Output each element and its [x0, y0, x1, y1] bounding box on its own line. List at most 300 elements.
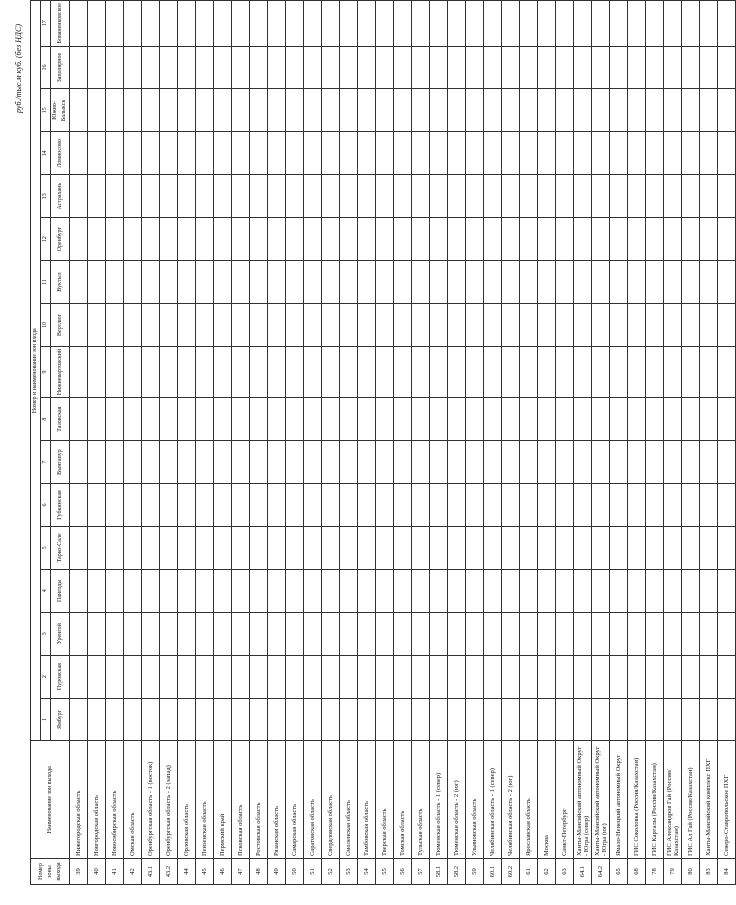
tariff-cell	[286, 484, 304, 527]
tariff-cell	[232, 698, 250, 741]
exit-zone-name: Оренбургская область - 1 (восток)	[142, 741, 160, 859]
entry-zone-name: Тазовская	[51, 398, 70, 441]
exit-zone-name: Свердловская область	[322, 741, 340, 859]
unit-caption: руб./тыс.м куб. (без НДС)	[14, 24, 23, 113]
tariff-cell	[520, 526, 538, 569]
tariff-cell	[106, 441, 124, 484]
tariff-cell	[142, 261, 160, 304]
tariff-cell	[520, 89, 538, 132]
tariff-cell	[250, 484, 268, 527]
tariff-cell	[286, 346, 304, 397]
tariff-cell	[88, 346, 106, 397]
tariff-cell	[502, 526, 520, 569]
tariff-cell	[502, 346, 520, 397]
tariff-cell	[268, 484, 286, 527]
tariff-cell	[358, 1, 376, 47]
tariff-cell	[682, 46, 700, 89]
tariff-cell	[466, 1, 484, 47]
tariff-cell	[358, 441, 376, 484]
tariff-cell	[592, 89, 610, 132]
tariff-cell	[664, 569, 682, 612]
tariff-cell	[178, 132, 196, 175]
entry-zone-number: 11	[41, 261, 51, 304]
tariff-cell	[646, 261, 664, 304]
exit-zone-number: 61	[520, 859, 538, 885]
tariff-cell	[646, 655, 664, 698]
tariff-cell	[214, 261, 232, 304]
tariff-cell	[88, 304, 106, 347]
entry-zone-number: 5	[41, 526, 51, 569]
tariff-cell	[376, 346, 394, 397]
tariff-cell	[484, 655, 502, 698]
tariff-cell	[340, 698, 358, 741]
exit-zone-name: Тульская область	[412, 741, 430, 859]
tariff-cell	[646, 132, 664, 175]
tariff-cell	[592, 1, 610, 47]
tariff-cell	[70, 569, 88, 612]
tariff-cell	[718, 132, 736, 175]
tariff-cell	[322, 261, 340, 304]
tariff-cell	[484, 346, 502, 397]
tariff-cell	[358, 132, 376, 175]
tariff-cell	[142, 484, 160, 527]
exit-zone-number: 80	[682, 859, 700, 885]
tariff-cell	[520, 398, 538, 441]
tariff-cell	[250, 346, 268, 397]
tariff-cell	[88, 569, 106, 612]
table-row	[718, 1, 736, 885]
tariff-cell	[70, 398, 88, 441]
tariff-cell	[646, 175, 664, 218]
entry-zone-number: 10	[41, 304, 51, 347]
entry-zone-name: Южно-Балыкск	[51, 89, 70, 132]
tariff-cell	[250, 132, 268, 175]
tariff-cell	[520, 569, 538, 612]
tariff-cell	[664, 698, 682, 741]
tariff-cell	[466, 261, 484, 304]
exit-zone-number: 60.2	[502, 859, 520, 885]
table-row	[430, 1, 448, 885]
exit-zone-name: ГИС Соколовка (Россия/Казахстан)	[628, 741, 646, 859]
exit-zone-number: 44	[178, 859, 196, 885]
tariff-cell	[214, 175, 232, 218]
tariff-cell	[88, 441, 106, 484]
tariff-cell	[268, 46, 286, 89]
tariff-cell	[286, 261, 304, 304]
table-row	[610, 1, 628, 885]
tariff-cell	[610, 46, 628, 89]
tariff-cell	[574, 698, 592, 741]
tariff-cell	[160, 484, 178, 527]
tariff-cell	[718, 46, 736, 89]
tariff-cell	[160, 304, 178, 347]
tariff-cell	[214, 218, 232, 261]
tariff-cell	[466, 89, 484, 132]
exit-name-header: Наименование зон выхода	[31, 741, 70, 859]
tariff-cell	[358, 655, 376, 698]
exit-zone-name: ГИС Карталы (Россия/Казахстан)	[646, 741, 664, 859]
tariff-cell	[376, 569, 394, 612]
tariff-cell	[628, 46, 646, 89]
tariff-cell	[232, 441, 250, 484]
tariff-cell	[646, 698, 664, 741]
tariff-cell	[502, 1, 520, 47]
entry-zone-number: 7	[41, 441, 51, 484]
tariff-cell	[322, 346, 340, 397]
tariff-cell	[214, 698, 232, 741]
tariff-cell	[106, 398, 124, 441]
tariff-cell	[628, 398, 646, 441]
tariff-cell	[286, 441, 304, 484]
tariff-cell	[88, 89, 106, 132]
tariff-cell	[268, 132, 286, 175]
tariff-cell	[70, 346, 88, 397]
tariff-cell	[142, 698, 160, 741]
entry-zone-name: Пангоды	[51, 569, 70, 612]
tariff-cell	[538, 1, 556, 47]
tariff-cell	[682, 441, 700, 484]
tariff-cell	[574, 346, 592, 397]
tariff-cell	[160, 441, 178, 484]
tariff-cell	[232, 398, 250, 441]
tariff-cell	[178, 1, 196, 47]
tariff-cell	[196, 569, 214, 612]
tariff-cell	[484, 261, 502, 304]
table-row	[124, 1, 142, 885]
exit-zone-number: 62	[538, 859, 556, 885]
tariff-cell	[268, 655, 286, 698]
exit-zone-number: 58.2	[448, 859, 466, 885]
tariff-cell	[484, 398, 502, 441]
tariff-cell	[610, 132, 628, 175]
tariff-cell	[628, 261, 646, 304]
tariff-cell	[322, 526, 340, 569]
tariff-cell	[484, 218, 502, 261]
tariff-cell	[160, 569, 178, 612]
tariff-cell	[484, 175, 502, 218]
tariff-cell	[376, 698, 394, 741]
tariff-cell	[160, 655, 178, 698]
tariff-cell	[412, 484, 430, 527]
tariff-cell	[448, 175, 466, 218]
entry-zone-name: Ломносово	[51, 132, 70, 175]
tariff-cell	[142, 1, 160, 47]
tariff-cell	[412, 175, 430, 218]
table-row	[214, 1, 232, 885]
tariff-cell	[700, 698, 718, 741]
exit-zone-name: Саратовская область	[304, 741, 322, 859]
exit-zone-number: 60.1	[484, 859, 502, 885]
tariff-cell	[214, 612, 232, 655]
exit-zone-name: Челябинская область - 2 (юг)	[502, 741, 520, 859]
table-row	[520, 1, 538, 885]
tariff-cell	[196, 218, 214, 261]
entry-zone-name: Вуктыл	[51, 261, 70, 304]
tariff-cell	[664, 346, 682, 397]
tariff-cell	[538, 698, 556, 741]
tariff-cell	[160, 89, 178, 132]
exit-zone-number: 39	[70, 859, 88, 885]
tariff-cell	[610, 175, 628, 218]
tariff-cell	[268, 441, 286, 484]
tariff-cell	[502, 261, 520, 304]
exit-zone-number: 64.2	[592, 859, 610, 885]
exit-zone-number: 84	[718, 859, 736, 885]
tariff-cell	[70, 655, 88, 698]
tariff-cell	[106, 698, 124, 741]
table-row	[142, 1, 160, 885]
tariff-cell	[142, 441, 160, 484]
tariff-cell	[430, 89, 448, 132]
tariff-cell	[448, 1, 466, 47]
tariff-cell	[718, 441, 736, 484]
tariff-cell	[322, 175, 340, 218]
tariff-cell	[448, 46, 466, 89]
tariff-cell	[304, 441, 322, 484]
tariff-cell	[592, 484, 610, 527]
exit-zone-number: 64.1	[574, 859, 592, 885]
entry-zone-number: 15	[41, 89, 51, 132]
tariff-cell	[358, 304, 376, 347]
tariff-cell	[484, 441, 502, 484]
tariff-cell	[178, 346, 196, 397]
tariff-cell	[646, 218, 664, 261]
tariff-cell	[340, 175, 358, 218]
tariff-cell	[232, 218, 250, 261]
tariff-cell	[628, 441, 646, 484]
tariff-cell	[340, 655, 358, 698]
tariff-cell	[484, 46, 502, 89]
tariff-cell	[304, 1, 322, 47]
tariff-cell	[178, 526, 196, 569]
tariff-cell	[448, 526, 466, 569]
tariff-cell	[718, 175, 736, 218]
tariff-cell	[286, 218, 304, 261]
tariff-cell	[178, 612, 196, 655]
tariff-cell	[358, 526, 376, 569]
tariff-cell	[178, 304, 196, 347]
tariff-cell	[610, 655, 628, 698]
tariff-cell	[358, 175, 376, 218]
tariff-cell	[322, 484, 340, 527]
tariff-cell	[394, 346, 412, 397]
tariff-cell	[124, 1, 142, 47]
tariff-cell	[466, 218, 484, 261]
tariff-cell	[448, 132, 466, 175]
tariff-cell	[394, 132, 412, 175]
tariff-cell	[70, 261, 88, 304]
exit-zone-name: Ханты-Мансийский автономный Округ - Югра (север)	[574, 741, 592, 859]
tariff-cell	[88, 698, 106, 741]
tariff-cell	[286, 612, 304, 655]
tariff-cell	[196, 484, 214, 527]
tariff-cell	[430, 398, 448, 441]
tariff-cell	[592, 526, 610, 569]
tariff-cell	[538, 132, 556, 175]
tariff-cell	[592, 398, 610, 441]
tariff-cell	[376, 1, 394, 47]
tariff-cell	[160, 261, 178, 304]
tariff-cell	[412, 46, 430, 89]
table-row	[448, 1, 466, 885]
exit-zone-name: Оренбургская область - 2 (запад)	[160, 741, 178, 859]
tariff-cell	[556, 46, 574, 89]
tariff-cell	[484, 569, 502, 612]
tariff-cell	[502, 46, 520, 89]
tariff-cell	[556, 655, 574, 698]
tariff-cell	[430, 261, 448, 304]
tariff-cell	[646, 89, 664, 132]
tariff-cell	[106, 612, 124, 655]
tariff-cell	[268, 612, 286, 655]
tariff-cell	[610, 261, 628, 304]
tariff-cell	[610, 612, 628, 655]
tariff-cell	[556, 175, 574, 218]
tariff-cell	[484, 526, 502, 569]
table-row	[160, 1, 178, 885]
tariff-cell	[214, 346, 232, 397]
tariff-cell	[142, 346, 160, 397]
tariff-cell	[628, 304, 646, 347]
tariff-cell	[376, 484, 394, 527]
tariff-cell	[538, 526, 556, 569]
tariff-cell	[628, 569, 646, 612]
tariff-cell	[664, 655, 682, 698]
tariff-cell	[430, 612, 448, 655]
exit-zone-name: ГИС Александров Гай (Россия/Казахстан)	[664, 741, 682, 859]
table-row	[286, 1, 304, 885]
entry-zone-number: 1	[41, 698, 51, 741]
tariff-cell	[178, 698, 196, 741]
tariff-cell	[376, 655, 394, 698]
tariff-cell	[664, 1, 682, 47]
tariff-cell	[124, 304, 142, 347]
tariff-cell	[376, 398, 394, 441]
tariff-cell	[340, 398, 358, 441]
tariff-cell	[394, 569, 412, 612]
tariff-cell	[286, 1, 304, 47]
tariff-cell	[628, 612, 646, 655]
tariff-cell	[718, 655, 736, 698]
tariff-cell	[286, 46, 304, 89]
tariff-cell	[142, 526, 160, 569]
tariff-cell	[610, 304, 628, 347]
tariff-cell	[664, 441, 682, 484]
tariff-cell	[718, 346, 736, 397]
tariff-cell	[232, 175, 250, 218]
tariff-cell	[286, 698, 304, 741]
tariff-cell	[592, 346, 610, 397]
tariff-cell	[160, 132, 178, 175]
entry-zone-number: 2	[41, 655, 51, 698]
tariff-cell	[682, 132, 700, 175]
tariff-cell	[574, 526, 592, 569]
tariff-cell	[106, 218, 124, 261]
tariff-cell	[430, 484, 448, 527]
tariff-cell	[178, 441, 196, 484]
tariff-cell	[304, 132, 322, 175]
tariff-cell	[538, 46, 556, 89]
tariff-cell	[682, 698, 700, 741]
tariff-cell	[142, 612, 160, 655]
table-row	[412, 1, 430, 885]
tariff-cell	[700, 132, 718, 175]
tariff-cell	[592, 655, 610, 698]
entry-zone-name: Заполярное	[51, 46, 70, 89]
tariff-cell	[484, 1, 502, 47]
tariff-cell	[250, 304, 268, 347]
tariff-cell	[304, 218, 322, 261]
tariff-cell	[520, 132, 538, 175]
exit-zone-number: 56	[394, 859, 412, 885]
tariff-cell	[466, 655, 484, 698]
tariff-cell	[718, 698, 736, 741]
exit-zone-name: Рязанская область	[268, 741, 286, 859]
entry-zone-name: Тарко-Сале	[51, 526, 70, 569]
tariff-cell	[484, 89, 502, 132]
tariff-cell	[304, 89, 322, 132]
tariff-cell	[448, 89, 466, 132]
tariff-cell	[250, 261, 268, 304]
exit-zone-name: Тюменская область - 1 (север)	[430, 741, 448, 859]
tariff-cell	[394, 218, 412, 261]
tariff-cell	[358, 484, 376, 527]
exit-zone-name: Псковская область	[232, 741, 250, 859]
exit-zone-number: 52	[322, 859, 340, 885]
table-row	[484, 1, 502, 885]
table-row	[340, 1, 358, 885]
tariff-cell	[682, 398, 700, 441]
tariff-cell	[628, 89, 646, 132]
tariff-cell	[430, 1, 448, 47]
tariff-cell	[556, 441, 574, 484]
tariff-cell	[718, 526, 736, 569]
tariff-cell	[376, 218, 394, 261]
tariff-cell	[340, 612, 358, 655]
exit-number-header: Номер зоны выхода	[31, 859, 70, 885]
tariff-cell	[124, 132, 142, 175]
tariff-cell	[286, 655, 304, 698]
exit-zone-name: Ханты-Мансийский автономный Округ - Югра (юг)	[592, 741, 610, 859]
exit-zone-name: Орловская область	[178, 741, 196, 859]
tariff-cell	[268, 398, 286, 441]
tariff-cell	[196, 655, 214, 698]
tariff-cell	[124, 398, 142, 441]
tariff-cell	[610, 218, 628, 261]
tariff-cell	[304, 655, 322, 698]
tariff-cell	[394, 441, 412, 484]
tariff-cell	[358, 569, 376, 612]
tariff-cell	[718, 89, 736, 132]
tariff-cell	[214, 1, 232, 47]
tariff-cell	[250, 655, 268, 698]
tariff-cell	[466, 612, 484, 655]
tariff-cell	[574, 218, 592, 261]
tariff-cell	[214, 655, 232, 698]
tariff-cell	[520, 304, 538, 347]
tariff-cell	[142, 398, 160, 441]
tariff-cell	[664, 261, 682, 304]
tariff-cell	[556, 304, 574, 347]
tariff-cell	[520, 698, 538, 741]
tariff-cell	[358, 612, 376, 655]
tariff-cell	[448, 304, 466, 347]
tariff-cell	[340, 261, 358, 304]
tariff-cell	[178, 218, 196, 261]
tariff-cell	[106, 304, 124, 347]
tariff-cell	[106, 89, 124, 132]
tariff-cell	[412, 698, 430, 741]
